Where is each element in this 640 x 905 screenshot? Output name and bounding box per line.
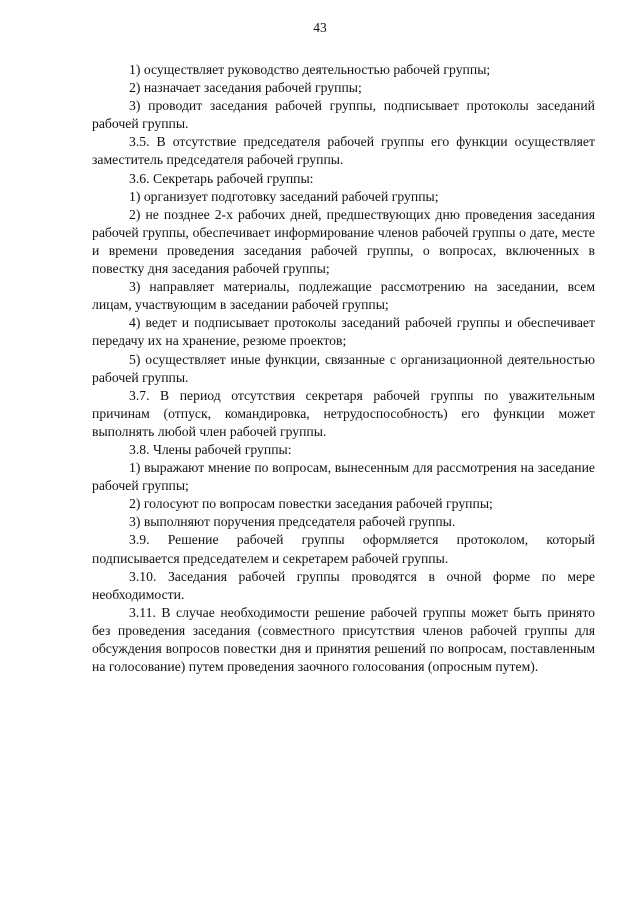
clause-3-9: 3.9. Решение рабочей группы оформляется протоколом, который подписывается председателем и секретарем рабочей группы. <box>92 532 595 566</box>
secretary-duty-2: 2) не позднее 2-х рабочих дней, предшествующих дню проведения заседания рабочей группы, обеспечивает информирование членов рабочей группы о дате, месте и времени проведения заседания рабочей группы, о вопросах, включенных в повестку дня заседания рабочей группы; <box>92 206 595 277</box>
clause-3-6-heading: 3.6. Секретарь рабочей группы: <box>129 170 314 186</box>
clause-3-11: 3.11. В случае необходимости решение рабочей группы может быть принято без проведения заседания (совместного присутствия членов рабочей группы для обсуждения вопросов повестки дня и принятия решений по вопросам, поставленным на голосование) путем проведения заочного голосования (опросным путем). <box>92 604 595 675</box>
secretary-duty-4: 4) ведет и подписывает протоколы заседаний рабочей группы и обеспечивает передачу их на хранение, резюме проектов; <box>92 315 595 349</box>
member-duty-3: 3) выполняют поручения председателя рабочей группы. <box>129 514 456 530</box>
clause-3-5: 3.5. В отсутствие председателя рабочей группы его функции осуществляет заместитель председателя рабочей группы. <box>92 134 595 168</box>
secretary-duty-3: 3) направляет материалы, подлежащие рассмотрению на заседании, всем лицам, участвующим в заседании рабочей группы; <box>92 279 595 313</box>
clause-3-10: 3.10. Заседания рабочей группы проводятся в очной форме по мере необходимости. <box>92 568 595 602</box>
secretary-duty-5: 5) осуществляет иные функции, связанные с организационной деятельностью рабочей группы. <box>92 351 595 385</box>
clause-3-7: 3.7. В период отсутствия секретаря рабочей группы по уважительным причинам (отпуск, командировка, нетрудоспособность) его функции может выполнять любой член рабочей группы. <box>92 387 595 439</box>
member-duty-2: 2) голосуют по вопросам повестки заседания рабочей группы; <box>129 496 493 512</box>
page-number: 43 <box>313 20 327 35</box>
chair-duty-2: 2) назначает заседания рабочей группы; <box>129 80 362 96</box>
member-duty-1: 1) выражают мнение по вопросам, вынесенным для рассмотрения на заседание рабочей группы; <box>92 460 595 494</box>
clause-3-8-heading: 3.8. Члены рабочей группы: <box>129 441 292 457</box>
secretary-duty-1: 1) организует подготовку заседаний рабочей группы; <box>129 188 439 204</box>
chair-duty-3: 3) проводит заседания рабочей группы, подписывает протоколы заседаний рабочей группы. <box>92 98 595 132</box>
chair-duty-1: 1) осуществляет руководство деятельностью рабочей группы; <box>129 62 491 77</box>
document-body <box>92 61 595 676</box>
